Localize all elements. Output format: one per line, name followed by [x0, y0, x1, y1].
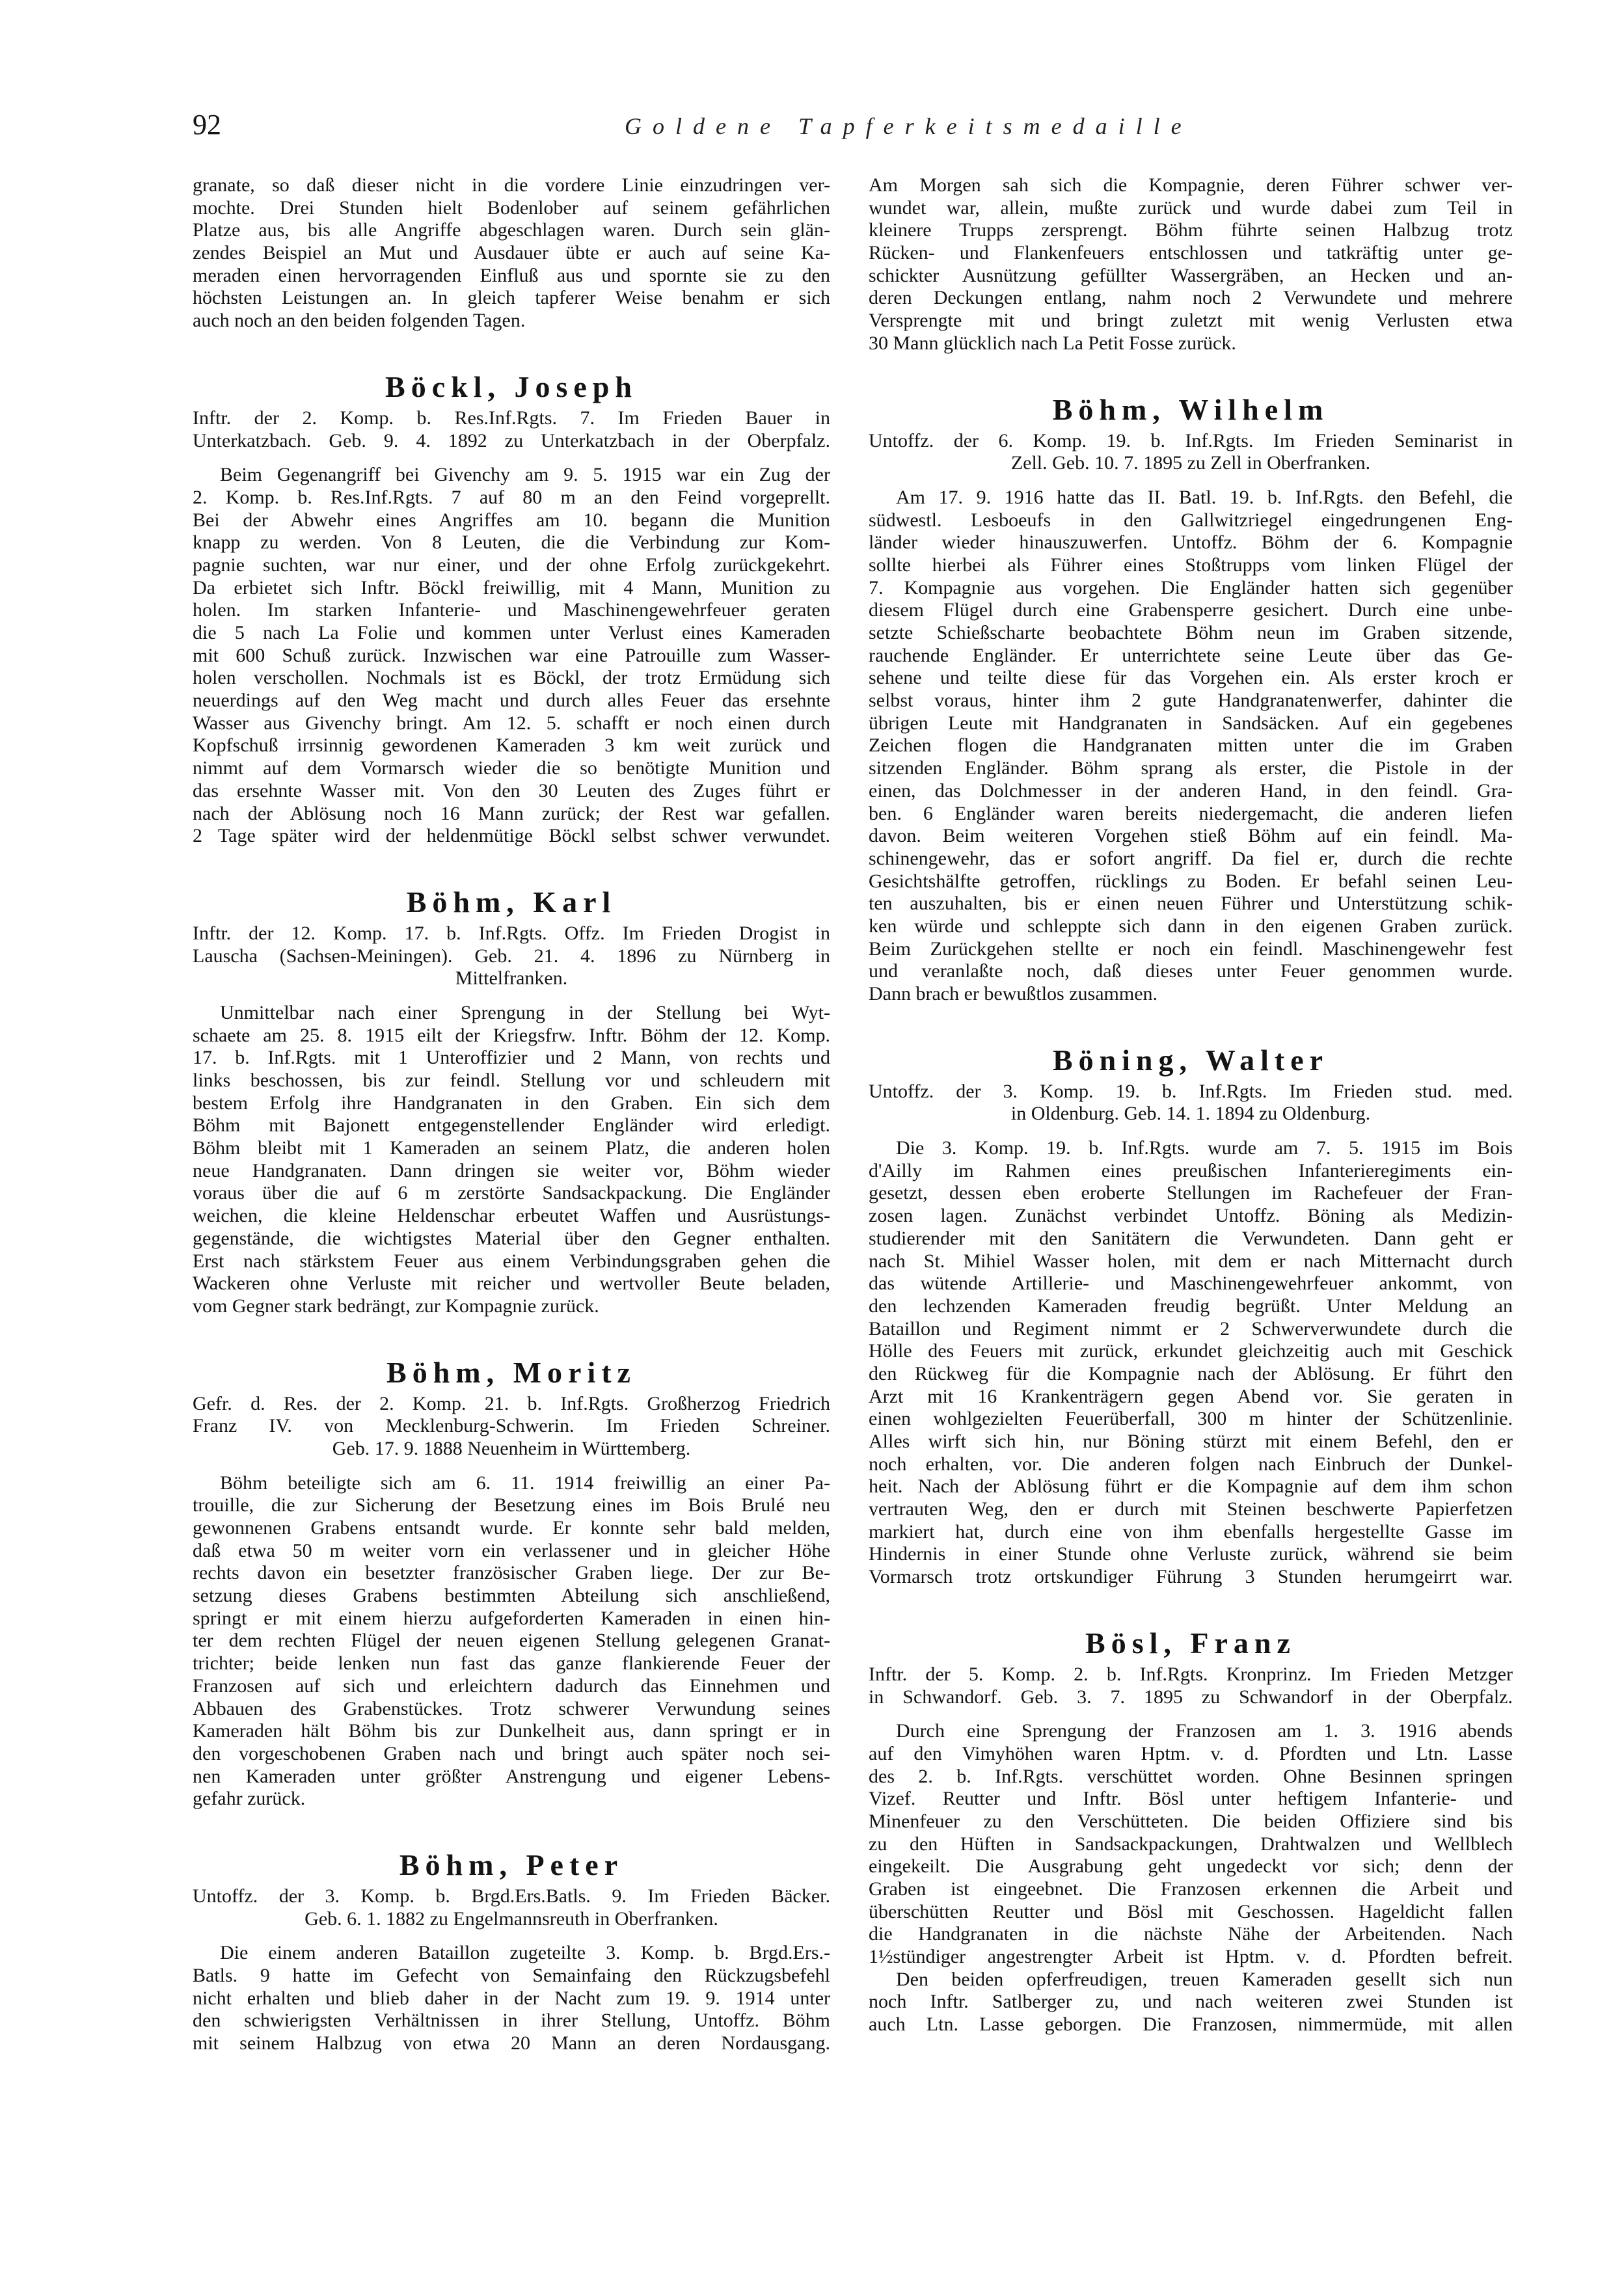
entry-body — [193, 1002, 830, 1318]
text-line: links beschossen, bis zur feindl. Stellung vor und schleudern mit — [193, 1070, 830, 1091]
text-line: nicht erhalten und blieb daher in der Nacht zum 19. 9. 1914 unter — [193, 1987, 830, 2009]
text-line: übrigen Leute mit Handgranaten in Sandsäcken. Auf ein gegebenes — [869, 712, 1513, 734]
text-line: noch erhalten, vor. Die anderen folgen nach Einbruch der Dunkel- — [869, 1453, 1513, 1475]
text-line: nach St. Mihiel Wasser holen, mit dem er nach Mitternacht durch — [869, 1250, 1513, 1272]
text-line: und veranlaßte noch, daß dieses unter Feuer genommen wurde. — [869, 960, 1513, 982]
text-line: daß etwa 50 m weiter vorn ein verlassener und in gleicher Höhe — [193, 1539, 830, 1561]
text-line: davon. Beim weiteren Vorgehen stieß Böhm auf ein feindl. Ma- — [869, 825, 1513, 847]
text-line: Alles wirft sich hin, nur Böning stürzt mit einem Befehl, den er — [869, 1431, 1513, 1452]
text-line: mit seinem Halbzug von etwa 20 Mann an deren Nordausgang. — [193, 2032, 830, 2054]
text-line: den schwierigsten Verhältnissen in ihrer Stellung, Untoffz. Böhm — [193, 2010, 830, 2032]
text-line: auf den Vimyhöhen waren Hptm. v. d. Pfordten und Ltn. Lasse — [869, 1742, 1513, 1764]
text-line: mochte. Drei Stunden hielt Bodenlober auf seinem gefährlichen — [193, 196, 830, 219]
info-line: Inftr. der 12. Komp. 17. b. Inf.Rgts. Offz. Im Frieden Drogist in — [193, 922, 830, 944]
entry-body — [193, 1472, 830, 1811]
text-line: zu den Hüften in Sandsackpackungen, Drahtwalzen und Wellblech — [869, 1833, 1513, 1855]
text-line: voraus über die auf 6 m zerstörte Sandsackpackung. Die Engländer — [193, 1182, 830, 1204]
text-line: vertrauten Weg, den er durch mit Steinen beschwerte Papierfetzen — [869, 1498, 1513, 1520]
text-line: mit 600 Schuß zurück. Inzwischen war eine Patrouille zum Wasser- — [193, 644, 830, 666]
text-line: Beim Gegenangriff bei Givenchy am 9. 5. 1915 war ein Zug der — [220, 464, 830, 486]
entry-name-heading: Bösl, Franz — [1085, 1626, 1296, 1660]
text-line: Arzt mit 16 Krankenträgern gegen Abend vor. Sie geraten in — [869, 1385, 1513, 1407]
entry-body — [193, 1942, 830, 2054]
text-line: trouille, die zur Sicherung der Besetzung eines im Bois Brulé neu — [193, 1494, 830, 1516]
text-line: das wütende Artillerie- und Maschinengewehrfeuer ankommt, von — [869, 1273, 1513, 1295]
text-line: Wasser aus Givenchy bringt. Am 12. 5. schafft er noch einen durch — [193, 712, 830, 734]
text-line: 30 Mann glücklich nach La Petit Fosse zurück. — [869, 332, 1236, 354]
entry-service-info — [193, 1885, 830, 1930]
text-line: des 2. b. Inf.Rgts. verschüttet worden. Ohne Besinnen springen — [869, 1765, 1513, 1787]
text-line: den Rückweg für die Kompagnie nach der Ablösung. Er führt den — [869, 1362, 1513, 1384]
text-line: gewonnenen Grabens entsandt wurde. Er konnte sehr bald melden, — [193, 1517, 830, 1539]
text-line: Böhm beteiligte sich am 6. 11. 1914 freiwillig an einer Pa- — [220, 1472, 830, 1494]
text-line: das ersehnte Wasser mit. Von den 30 Leuten des Zuges führt er — [193, 779, 830, 801]
entry-service-info — [193, 923, 830, 990]
body-paragraph — [869, 1969, 1513, 2036]
text-line: schaete am 25. 8. 1915 eilt der Kriegsfrw. Inftr. Böhm der 12. Komp. — [193, 1024, 830, 1046]
right-column — [869, 174, 1513, 2036]
text-line: setzte Schießscharte beobachtete Böhm neun im Graben sitzende, — [869, 622, 1513, 643]
text-line: sehene und teilte diese für das Vorgehen ein. Als erster kroch er — [869, 667, 1513, 689]
text-line: 2 Tage später wird der heldenmütige Böckl selbst schwer verwundet. — [193, 825, 830, 847]
text-line: länder wieder hinauszuwerfen. Untoffz. Böhm der 6. Kompagnie — [869, 532, 1513, 554]
text-line: Böhm mit Bajonett entgegenstellender Engländer wird erledigt. — [193, 1114, 830, 1137]
info-line: Lauscha (Sachsen-Meiningen). Geb. 21. 4. 1896 zu Nürnberg in — [193, 945, 830, 967]
text-line: Graben ist eingeebnet. Die Franzosen erkennen die Arbeit und — [869, 1878, 1513, 1900]
text-line: Platze aus, bis alle Angriffe abgeschlagen waren. Durch sein glän- — [193, 219, 830, 241]
text-line: diesem Flügel durch eine Grabensperre gesichert. Durch eine unbe- — [869, 599, 1513, 621]
body-paragraph — [869, 487, 1513, 1006]
text-line: Vormarsch trotz ortskundiger Führung 3 Stunden herumgeirrt war. — [869, 1566, 1513, 1588]
info-line: in Oldenburg. Geb. 14. 1. 1894 zu Oldenburg. — [1010, 1103, 1371, 1125]
text-line: knapp zu werden. Von 8 Leuten, die die Verbindung zur Kom- — [193, 532, 830, 554]
text-line: d'Ailly im Rahmen eines preußischen Infanterieregiments ein- — [869, 1159, 1513, 1181]
info-line: Gefr. d. Res. der 2. Komp. 21. b. Inf.Rgts. Großherzog Friedrich — [193, 1392, 830, 1414]
text-line: Kopfschuß irrsinnig gewordenen Kameraden 3 km weit zurück und — [193, 734, 830, 757]
text-line: auch noch an den beiden folgenden Tagen. — [193, 310, 526, 332]
text-line: nen Kameraden unter größter Anstrengung und eigener Lebens- — [193, 1765, 830, 1787]
info-line: Geb. 17. 9. 1888 Neuenheim in Württemberg. — [332, 1437, 691, 1459]
text-line: Den beiden opferfreudigen, treuen Kameraden gesellt sich nun — [896, 1968, 1513, 1990]
text-line: gegenstände, die wichtigstes Material über den Gegner enthalten. — [193, 1227, 830, 1249]
info-line: Geb. 6. 1. 1882 zu Engelmannsreuth in Oberfranken. — [304, 1907, 718, 1930]
text-line: ten auszuhalten, bis er einen neuen Führer und Unterstützung schik- — [869, 893, 1513, 915]
biography-entry — [193, 1848, 830, 2055]
entry-body — [869, 1137, 1513, 1589]
text-line: granate, so daß dieser nicht in die vordere Linie einzudringen ver- — [193, 174, 830, 196]
text-line: Gesichtshälfte getroffen, rücklings zu Boden. Er befahl seinen Leu- — [869, 870, 1513, 892]
biography-entry — [869, 1626, 1513, 2036]
text-line: Böhm bleibt mit 1 Kameraden an seinem Platz, die anderen holen — [193, 1137, 830, 1159]
text-line: setzung dieses Grabens bestimmten Abteilung sich anschließend, — [193, 1585, 830, 1607]
entry-body — [869, 1720, 1513, 2036]
text-line: Unmittelbar nach einer Sprengung in der Stellung bei Wyt- — [220, 1001, 830, 1023]
text-line: einen, das Dolchmesser in der anderen Hand, in den feindl. Gra- — [869, 779, 1513, 801]
text-line: Rücken- und Flankenfeuers entschlossen und tatkräftig unter ge- — [869, 242, 1513, 264]
text-line: schinengewehr, das er sofort angriff. Da fiel er, durch die rechte — [869, 847, 1513, 869]
text-line: nimmt auf dem Vormarsch wieder die so benötigte Munition und — [193, 757, 830, 779]
text-line: Die 3. Komp. 19. b. Inf.Rgts. wurde am 7. 5. 1915 im Bois — [896, 1137, 1513, 1159]
text-line: ter dem rechten Flügel der neuen eigenen Stellung gelegenen Granat- — [193, 1630, 830, 1652]
text-line: Am Morgen sah sich die Kompagnie, deren Führer schwer ver- — [869, 174, 1513, 196]
text-line: Da erbietet sich Inftr. Böckl freiwillig, mit 4 Mann, Munition zu — [193, 576, 830, 599]
text-line: weichen, die kleine Heldenschar erbeutet Waffen und Ausrüstungs- — [193, 1205, 830, 1227]
text-line: Am 17. 9. 1916 hatte das II. Batl. 19. b. Inf.Rgts. den Befehl, die — [896, 486, 1513, 508]
entry-name-heading: Böhm, Peter — [399, 1848, 624, 1881]
info-line: Untoffz. der 6. Komp. 19. b. Inf.Rgts. Im Frieden Seminarist in — [869, 429, 1513, 451]
text-line: Zeichen flogen die Handgranaten mitten unter die im Graben — [869, 734, 1513, 757]
text-line: Beim Zurückgehen stellte er noch ein feindl. Maschinengewehr fest — [869, 937, 1513, 960]
entry-name-heading: Böhm, Moritz — [386, 1355, 636, 1389]
text-line: Hölle des Feuers mit zurück, erkundet gleichzeitig auch mit Geschick — [869, 1340, 1513, 1362]
info-line: Unterkatzbach. Geb. 9. 4. 1892 zu Unterkatzbach in der Oberpfalz. — [193, 429, 830, 451]
text-line: den lechzenden Kameraden freudig begrüßt. Unter Meldung an — [869, 1295, 1513, 1317]
text-line: ken würde und schleppte sich dann in den eigenen Graben zurück. — [869, 915, 1513, 937]
text-line: zosen lagen. Zunächst verbindet Untoffz. Böning als Medizin- — [869, 1205, 1513, 1227]
info-line: Franz IV. von Mecklenburg-Schwerin. Im Frieden Schreiner. — [193, 1415, 830, 1437]
body-paragraph — [193, 1942, 830, 2054]
continued-paragraph — [869, 174, 1513, 355]
biography-entry — [193, 1356, 830, 1811]
body-paragraph — [193, 1002, 830, 1318]
info-line: Mittelfranken. — [455, 967, 568, 990]
text-line: bestem Erfolg ihre Handgranaten in den Graben. Ein sich dem — [193, 1092, 830, 1114]
entry-service-info — [193, 1393, 830, 1461]
entry-name-heading: Böckl, Joseph — [385, 370, 638, 403]
text-line: schickter Ausnützung gefüllter Wassergräben, an Hecken und an- — [869, 264, 1513, 286]
text-line: neue Handgranaten. Dann dringen sie weiter vor, Böhm wieder — [193, 1159, 830, 1181]
text-line: Wackeren ohne Verluste mit reicher und wertvoller Beute beladen, — [193, 1273, 830, 1295]
text-line: holen. Im starken Infanterie- und Maschinengewehrfeuer geraten — [193, 599, 830, 621]
body-paragraph — [193, 464, 830, 848]
entry-name-heading: Böhm, Karl — [406, 885, 617, 919]
text-line: ben. 6 Engländer waren bereits niedergemacht, die anderen liefen — [869, 802, 1513, 824]
entry-service-info — [869, 430, 1513, 475]
text-line: rauchende Engländer. Er unterrichtete seine Leute über das Ge- — [869, 644, 1513, 666]
text-line: gefahr zurück. — [193, 1788, 306, 1810]
text-line: Versprengte mit und bringt zuletzt mit wenig Verlusten etwa — [869, 310, 1513, 332]
text-line: noch Inftr. Satlberger zu, und nach weiteren zwei Stunden ist — [869, 1991, 1513, 2013]
text-line: selbst voraus, hinter ihm 2 gute Handgranatenwerfer, dahinter die — [869, 690, 1513, 712]
text-line: die Handgranaten in die nächste Nähe der Arbeitenden. Nach — [869, 1923, 1513, 1945]
text-line: zendes Beispiel an Mut und Ausdauer übte er auch auf seine Ka- — [193, 242, 830, 264]
text-line: eingekeilt. Die Ausgrabung geht ungedeckt vor sich; denn der — [869, 1855, 1513, 1878]
text-line: den vorgeschobenen Graben nach und bringt auch später noch sei- — [193, 1742, 830, 1764]
entry-name-heading: Böning, Walter — [1052, 1043, 1329, 1077]
text-line: Hindernis in einer Stunde ohne Verluste zurück, während sie beim — [869, 1543, 1513, 1565]
entry-service-info — [869, 1664, 1513, 1708]
text-line: Erst nach stärkstem Feuer aus einem Verbindungsgraben gehen die — [193, 1250, 830, 1272]
info-line: Inftr. der 5. Komp. 2. b. Inf.Rgts. Kronprinz. Im Frieden Metzger — [869, 1663, 1513, 1685]
entry-service-info — [193, 407, 830, 452]
text-line: trichter; beide lenken nun fast das ganze flankierende Feuer der — [193, 1652, 830, 1675]
text-line: vom Gegner stark bedrängt, zur Kompagnie zurück. — [193, 1295, 599, 1317]
text-line: Bataillon und Regiment nimmt er 2 Schwerverwundete durch die — [869, 1317, 1513, 1340]
text-line: Durch eine Sprengung der Franzosen am 1. 3. 1916 abends — [896, 1720, 1513, 1742]
body-paragraph — [869, 1137, 1513, 1589]
text-line: nach der Ablösung noch 16 Mann zurück; der Rest war gefallen. — [193, 802, 830, 824]
page-number: 92 — [193, 109, 221, 141]
info-line: Untoffz. der 3. Komp. 19. b. Inf.Rgts. Im Frieden stud. med. — [869, 1080, 1513, 1102]
info-line: in Schwandorf. Geb. 3. 7. 1895 zu Schwandorf in der Oberpfalz. — [869, 1686, 1513, 1708]
text-line: Kameraden hält Böhm bis zur Dunkelheit aus, dann springt er in — [193, 1720, 830, 1742]
info-line: Untoffz. der 3. Komp. b. Brgd.Ers.Batls. 9. Im Frieden Bäcker. — [193, 1885, 830, 1907]
biography-entry — [869, 393, 1513, 1006]
text-line: einen wohlgezielten Feuerüberfall, 300 m hinter der Schützenlinie. — [869, 1408, 1513, 1430]
text-line: sollte hierbei als Führer eines Stoßtrupps vom linken Flügel der — [869, 554, 1513, 576]
text-line: 17. b. Inf.Rgts. mit 1 Unteroffizier und 2 Mann, von rechts und — [193, 1047, 830, 1069]
text-line: 7. Kompagnie aus vorgehen. Die Engländer hatten sich gegenüber — [869, 576, 1513, 599]
entry-body — [193, 464, 830, 848]
text-line: Die einem anderen Bataillon zugeteilte 3. Komp. b. Brgd.Ers.- — [220, 1942, 830, 1964]
text-line: Dann brach er bewußtlos zusammen. — [869, 983, 1158, 1004]
text-line: markiert hat, durch eine von ihm ebenfalls hergestellte Gasse im — [869, 1520, 1513, 1542]
text-line: deren Deckungen entlang, nahm noch 2 Verwundete und mehrere — [869, 287, 1513, 309]
body-paragraph — [869, 1720, 1513, 1969]
text-line: höchsten Leistungen an. In gleich tapferer Weise benahm er sich — [193, 287, 830, 309]
text-line: die 5 nach La Folie und kommen unter Verlust eines Kameraden — [193, 622, 830, 643]
info-line: Inftr. der 2. Komp. b. Res.Inf.Rgts. 7. Im Frieden Bauer in — [193, 407, 830, 429]
text-line: rechts davon ein besetzter französischer Graben liege. Der zur Be- — [193, 1562, 830, 1584]
text-line: Bei der Abwehr eines Angriffes am 10. begann die Munition — [193, 509, 830, 531]
text-line: Vizef. Reutter und Inftr. Bösl unter heftigem Infanterie- und — [869, 1788, 1513, 1810]
biography-entry — [193, 885, 830, 1318]
biography-entry — [193, 370, 830, 848]
text-line: Franzosen auf sich und erleichtern dadurch das Einnehmen und — [193, 1675, 830, 1697]
text-line: meraden einen hervorragenden Einfluß aus und spornte sie zu den — [193, 264, 830, 286]
text-line: wundet war, allein, mußte zurück und wurde dabei zum Teil in — [869, 196, 1513, 219]
text-line: 1½stündiger angestrengter Arbeit ist Hptm. v. d. Pfordten befreit. — [869, 1946, 1513, 1968]
text-line: Minenfeuer zu den Verschütteten. Die beiden Offiziere sind bis — [869, 1810, 1513, 1832]
text-line: südwestl. Lesboeufs in den Gallwitzriegel eingedrungenen Eng- — [869, 509, 1513, 531]
entry-name-heading: Böhm, Wilhelm — [1052, 392, 1329, 426]
biography-entry — [869, 1044, 1513, 1589]
text-line: holen verschollen. Nochmals ist es Böckl, der trotz Ermüdung sich — [193, 667, 830, 689]
entry-service-info — [869, 1081, 1513, 1125]
info-line: Zell. Geb. 10. 7. 1895 zu Zell in Oberfranken. — [1010, 452, 1371, 474]
text-line: Batls. 9 hatte im Gefecht von Semainfaing den Rückzugsbefehl — [193, 1965, 830, 1986]
text-line: 2. Komp. b. Res.Inf.Rgts. 7 auf 80 m an den Feind vorgeprellt. — [193, 486, 830, 508]
text-line: kleinere Trupps zersprengt. Böhm führte seinen Halbzug trotz — [869, 219, 1513, 241]
entry-body — [869, 487, 1513, 1006]
text-line: gesetzt, dessen eben eroberte Stellungen im Rachefeuer der Fran- — [869, 1182, 1513, 1204]
text-line: heit. Nach der Ablösung führt er die Kompagnie auf dem ihm schon — [869, 1475, 1513, 1498]
text-line: springt er mit einem hierzu aufgeforderten Kameraden in einen hin- — [193, 1607, 830, 1629]
text-line: neuerdings auf den Weg macht und durch alles Feuer das ersehnte — [193, 690, 830, 712]
body-paragraph — [193, 1472, 830, 1811]
text-line: pagnie suchten, war nur einer, und der ohne Erfolg zurückgekehrt. — [193, 554, 830, 576]
running-title: Goldene Tapferkeitsmedaille — [625, 113, 1193, 139]
text-line: studierender mit den Sanitätern die Verwundeten. Dann geht er — [869, 1227, 1513, 1249]
left-column — [193, 174, 830, 2055]
continued-paragraph — [193, 174, 830, 332]
text-line: Abbauen des Grabenstückes. Trotz schwerer Verwundung seines — [193, 1697, 830, 1719]
text-line: überschütten Reutter und Bösl mit Geschossen. Hageldicht fallen — [869, 1900, 1513, 1922]
text-line: auch Ltn. Lasse geborgen. Die Franzosen, nimmermüde, mit allen — [869, 2014, 1513, 2036]
text-line: sitzenden Engländer. Böhm sprang als erster, die Pistole in der — [869, 757, 1513, 779]
